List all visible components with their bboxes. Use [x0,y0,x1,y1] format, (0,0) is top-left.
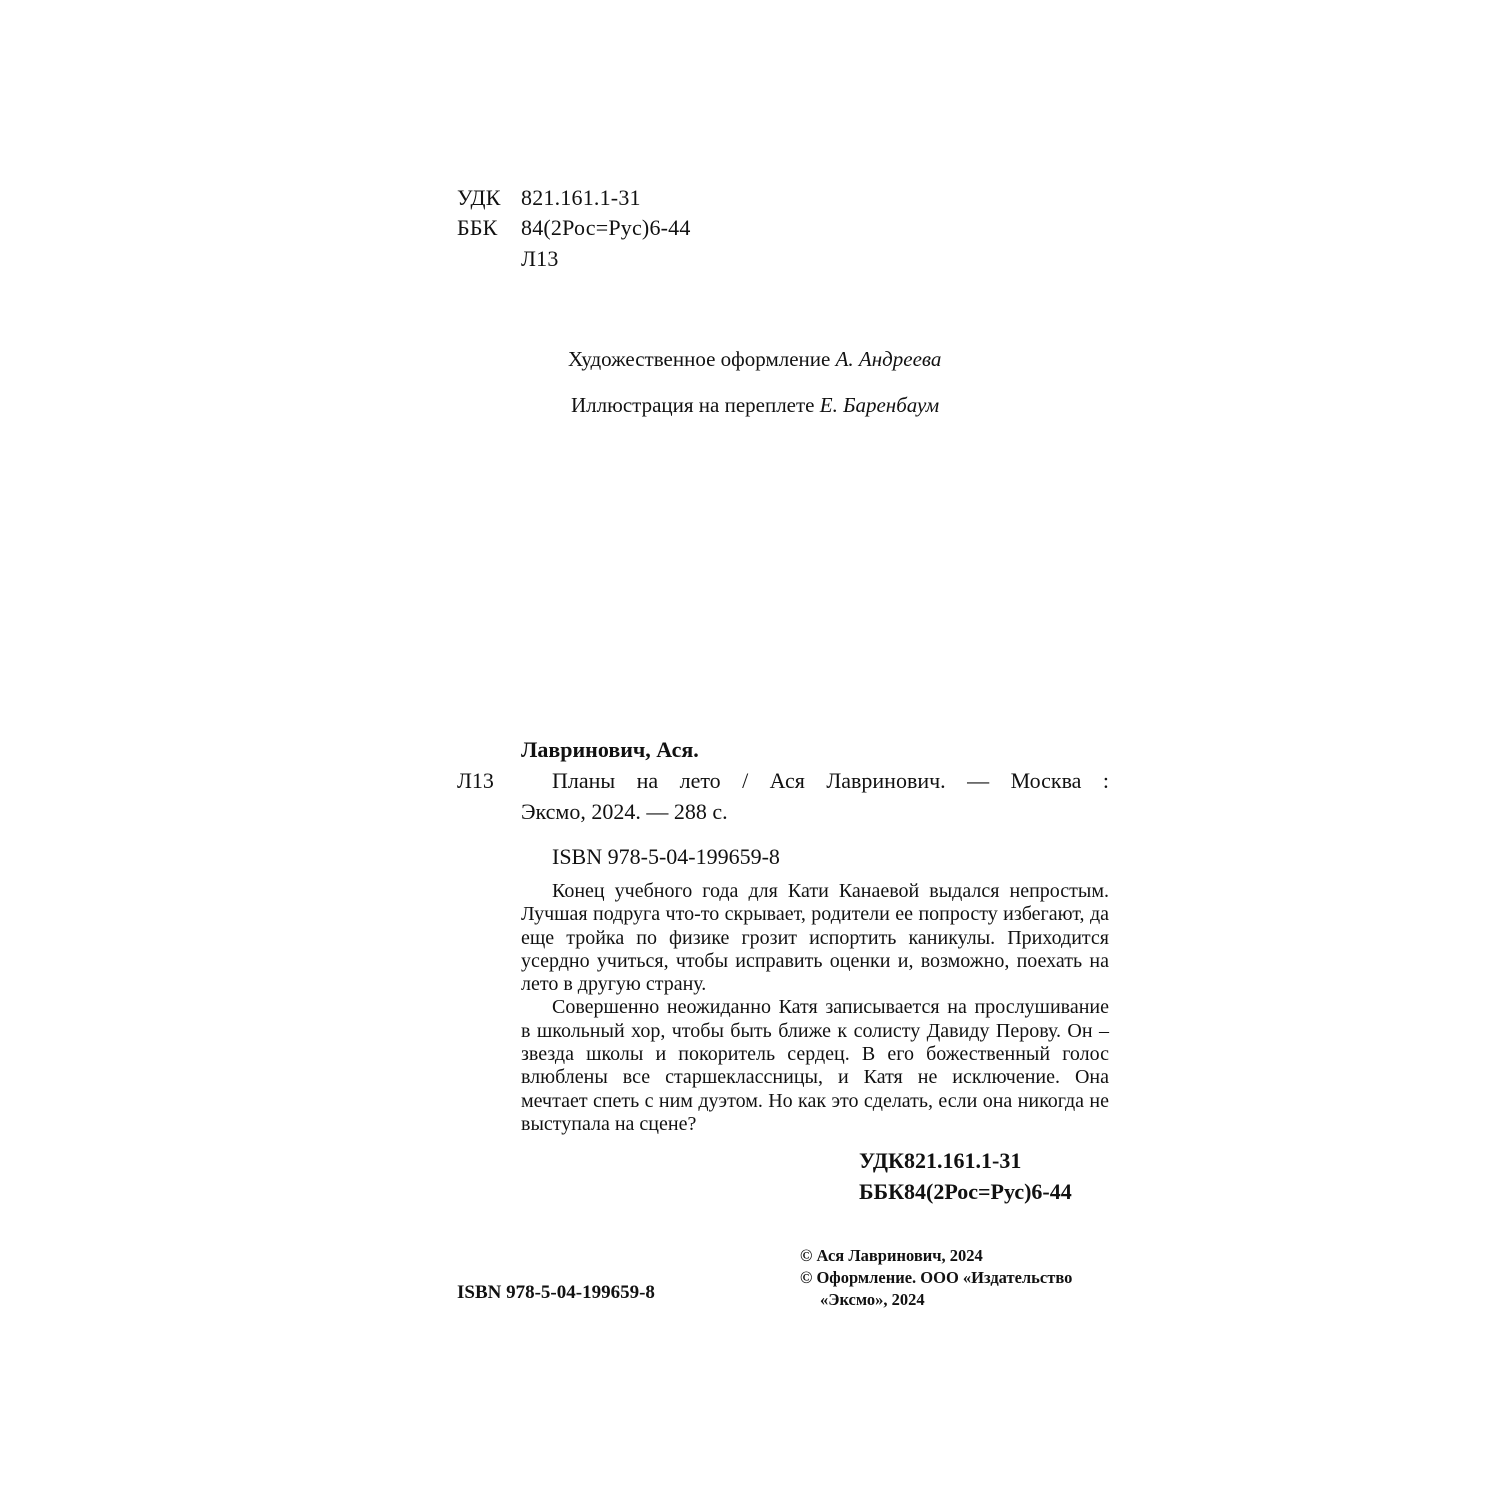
bbk-label: ББК [457,215,498,240]
udk-line [457,183,641,213]
copyright-line-3: «Эксмо», 2024 [820,1290,925,1309]
annotation-paragraph-1: Конец учебного года для Кати Канаевой выдался непростым. Лучшая подруга что-то скрывает, родители ее попросту избегают, да еще тройка по физике грозит испортить каникулы. Приходится усердно учиться, чтобы исправить оценки и, возможно, поехать на лето в другую страну. [521,880,1109,996]
footer-isbn: ISBN 978-5-04-199659-8 [457,1282,655,1303]
design-person: А. Андреева [835,347,942,371]
catalog-udk-bold: УДК821.161.1-31 [859,1148,1022,1173]
author-mark: Л13 [521,246,559,271]
udk-value: 821.161.1-31 [521,185,641,210]
copyright-line-2: © Оформление. ООО «Издательство [800,1268,1073,1287]
catalog-isbn: ISBN 978-5-04-199659-8 [552,844,780,869]
illustration-credit [571,391,939,419]
catalog-side-mark: Л13 [457,768,494,793]
catalog-bbk-bold: ББК84(2Рос=Рус)6-44 [859,1179,1072,1204]
illustration-label: Иллюстрация на переплете [571,393,815,417]
bbk-value: 84(2Рос=Рус)6-44 [521,215,691,240]
annotation [521,880,1109,1136]
bib-line-2: Эксмо, 2024. — 288 с. [521,799,728,824]
copyright-line-1: © Ася Лавринович, 2024 [800,1246,983,1265]
bbk-line [457,213,691,243]
udk-label: УДК [457,185,501,210]
design-label: Художественное оформление [568,347,831,371]
design-credit [568,345,941,373]
catalog-author: Лавринович, Ася. [521,737,699,762]
copyright-block [800,1245,1072,1311]
annotation-paragraph-2: Совершенно неожиданно Катя записывается на прослушивание в школьный хор, чтобы быть ближе к солисту Давиду Перову. Он – звезда школы и покоритель сердец. В его божественный голос влюблены все старшеклассницы, и Катя не исключение. Она мечтает спеть с ним дуэтом. Но как это сделать, если она никогда не выступала на сцене? [521,996,1109,1135]
illustration-person: Е. Баренбаум [819,393,940,417]
bib-line-1: Планы на лето / Ася Лавринович. — Москва : [552,768,1109,793]
